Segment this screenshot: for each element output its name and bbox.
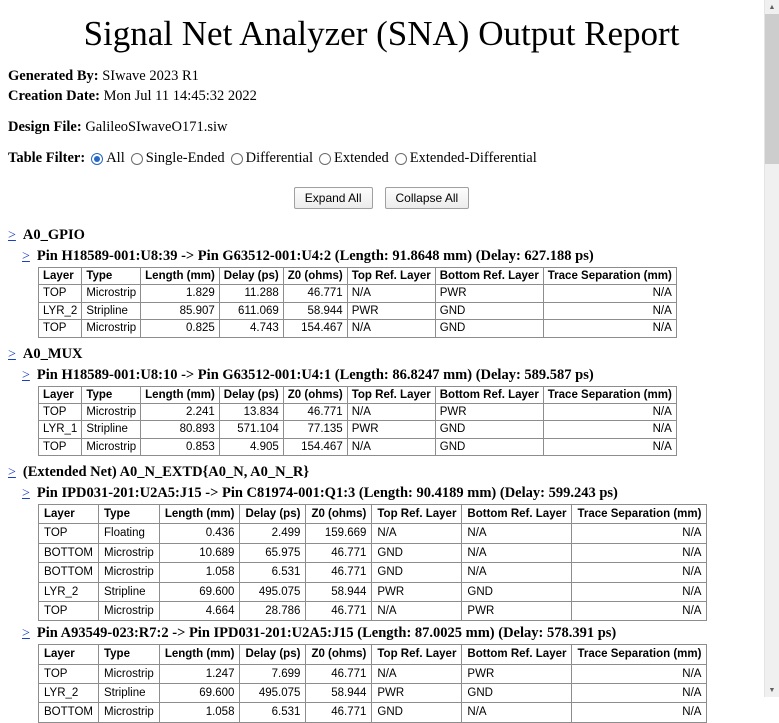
- pin-toggle-icon[interactable]: >: [22, 486, 30, 501]
- cell-z0: 46.771: [283, 285, 347, 302]
- cell-layer: LYR_1: [39, 421, 82, 438]
- cell-delay: 7.699: [240, 664, 306, 683]
- net-toggle-icon[interactable]: >: [8, 228, 16, 243]
- cell-length: 1.058: [159, 703, 240, 722]
- cell-z0: 58.944: [283, 302, 347, 319]
- cell-length: 69.600: [159, 582, 240, 601]
- table-row: [39, 684, 707, 703]
- pin-toggle-icon[interactable]: >: [22, 626, 30, 642]
- cell-bottom-ref: PWR: [462, 664, 572, 683]
- col-delay: Delay (ps): [219, 386, 283, 403]
- cell-trace-sep: N/A: [572, 703, 707, 722]
- cell-layer: TOP: [39, 601, 99, 620]
- cell-type: Microstrip: [98, 543, 159, 562]
- radio-differential-icon[interactable]: [231, 153, 243, 165]
- col-bottom-ref: Bottom Ref. Layer: [462, 505, 572, 524]
- design-file-value: GalileoSIwaveO171.siw: [85, 119, 228, 135]
- col-trace-sep: Trace Separation (mm): [572, 645, 707, 664]
- trace-table: [38, 504, 707, 621]
- cell-bottom-ref: N/A: [462, 524, 572, 543]
- cell-top-ref: N/A: [372, 664, 462, 683]
- cell-z0: 46.771: [306, 703, 372, 722]
- radio-extended-icon[interactable]: [319, 153, 331, 165]
- col-length: Length (mm): [159, 505, 240, 524]
- cell-top-ref: N/A: [347, 403, 435, 420]
- cell-z0: 58.944: [306, 684, 372, 703]
- pin-title: Pin H18589-001:U8:10 -> Pin G63512-001:U4:1 (Length: 86.8247 mm) (Delay: 589.587 ps): [36, 366, 594, 383]
- cell-top-ref: PWR: [372, 684, 462, 703]
- net-toggle-icon[interactable]: >: [8, 465, 16, 480]
- col-z0: Z0 (ohms): [283, 386, 347, 403]
- cell-trace-sep: N/A: [572, 664, 707, 683]
- table-header-row: [39, 386, 677, 403]
- cell-trace-sep: N/A: [543, 421, 676, 438]
- cell-top-ref: GND: [372, 703, 462, 722]
- cell-bottom-ref: GND: [435, 438, 543, 455]
- cell-length: 2.241: [141, 403, 220, 420]
- table-header-row: [39, 268, 677, 285]
- cell-length: 1.247: [159, 664, 240, 683]
- pin-title: Pin H18589-001:U8:39 -> Pin G63512-001:U4:2 (Length: 91.8648 mm) (Delay: 627.188 ps): [36, 248, 594, 264]
- cell-type: Microstrip: [82, 438, 141, 455]
- cell-bottom-ref: PWR: [435, 285, 543, 302]
- cell-z0: 46.771: [306, 543, 372, 562]
- col-length: Length (mm): [159, 645, 240, 664]
- col-layer: Layer: [39, 505, 99, 524]
- pin-toggle-icon[interactable]: >: [22, 249, 30, 264]
- design-file-row: [8, 119, 755, 136]
- cell-top-ref: PWR: [372, 582, 462, 601]
- cell-trace-sep: N/A: [543, 285, 676, 302]
- cell-delay: 6.531: [240, 703, 306, 722]
- pin-header[interactable]: [22, 485, 755, 502]
- col-z0: Z0 (ohms): [283, 268, 347, 285]
- col-type: Type: [82, 268, 141, 285]
- cell-length: 80.893: [141, 421, 220, 438]
- table-row: [39, 703, 707, 722]
- pin-header[interactable]: [22, 625, 755, 642]
- scrollbar-thumb[interactable]: [765, 14, 779, 164]
- radio-extended-differential-icon[interactable]: [395, 153, 407, 165]
- net-group: [8, 464, 755, 723]
- cell-length: 69.600: [159, 684, 240, 703]
- cell-type: Microstrip: [98, 664, 159, 683]
- table-row: [39, 421, 677, 438]
- cell-delay: 495.075: [240, 684, 306, 703]
- creation-date-row: [8, 88, 755, 105]
- expand-all-button[interactable]: Expand All: [294, 187, 373, 209]
- net-toggle-icon[interactable]: >: [8, 346, 16, 362]
- col-trace-sep: Trace Separation (mm): [572, 505, 707, 524]
- col-top-ref: Top Ref. Layer: [372, 645, 462, 664]
- radio-all-icon[interactable]: [91, 153, 103, 165]
- cell-layer: TOP: [39, 285, 82, 302]
- table-filter-row: [8, 150, 755, 167]
- cell-layer: BOTTOM: [39, 703, 99, 722]
- radio-single-ended-icon[interactable]: [131, 153, 143, 165]
- collapse-all-button[interactable]: Collapse All: [385, 187, 470, 209]
- cell-trace-sep: N/A: [543, 438, 676, 455]
- cell-z0: 154.467: [283, 438, 347, 455]
- cell-delay: 65.975: [240, 543, 306, 562]
- col-layer: Layer: [39, 386, 82, 403]
- page-title: Signal Net Analyzer (SNA) Output Report: [83, 14, 680, 53]
- net-tree: [8, 227, 755, 723]
- col-bottom-ref: Bottom Ref. Layer: [435, 268, 543, 285]
- col-layer: Layer: [39, 645, 99, 664]
- pin-title: Pin A93549-023:R7:2 -> Pin IPD031-201:U2A5:J15 (Length: 87.0025 mm) (Delay: 578.391 ps): [36, 625, 617, 642]
- filter-label-extended-differential: Extended-Differential: [409, 150, 537, 166]
- table-row: [39, 524, 707, 543]
- cell-length: 85.907: [141, 302, 220, 319]
- net-name: (Extended Net) A0_N_EXTD{A0_N, A0_N_R}: [22, 464, 310, 480]
- cell-type: Microstrip: [82, 320, 141, 337]
- col-type: Type: [98, 505, 159, 524]
- pin-header[interactable]: [22, 248, 755, 265]
- table-row: [39, 285, 677, 302]
- filter-option-differential[interactable]: [231, 150, 313, 167]
- expand-collapse-toolbar: [8, 187, 755, 209]
- cell-type: Floating: [98, 524, 159, 543]
- cell-z0: 58.944: [306, 582, 372, 601]
- cell-length: 0.436: [159, 524, 240, 543]
- cell-bottom-ref: N/A: [462, 563, 572, 582]
- cell-trace-sep: N/A: [572, 524, 707, 543]
- col-top-ref: Top Ref. Layer: [347, 386, 435, 403]
- cell-top-ref: GND: [372, 563, 462, 582]
- cell-top-ref: N/A: [347, 438, 435, 455]
- cell-bottom-ref: N/A: [462, 703, 572, 722]
- pin-header[interactable]: [22, 367, 755, 384]
- cell-trace-sep: N/A: [543, 320, 676, 337]
- col-top-ref: Top Ref. Layer: [372, 505, 462, 524]
- col-type: Type: [98, 645, 159, 664]
- cell-layer: LYR_2: [39, 302, 82, 319]
- cell-length: 0.825: [141, 320, 220, 337]
- cell-bottom-ref: PWR: [435, 403, 543, 420]
- cell-z0: 46.771: [283, 403, 347, 420]
- table-row: [39, 543, 707, 562]
- cell-layer: BOTTOM: [39, 563, 99, 582]
- cell-z0: 46.771: [306, 601, 372, 620]
- cell-layer: LYR_2: [39, 582, 99, 601]
- cell-type: Microstrip: [82, 285, 141, 302]
- cell-type: Microstrip: [98, 601, 159, 620]
- cell-type: Microstrip: [98, 703, 159, 722]
- col-z0: Z0 (ohms): [306, 505, 372, 524]
- cell-type: Microstrip: [82, 403, 141, 420]
- cell-trace-sep: N/A: [572, 563, 707, 582]
- cell-length: 1.829: [141, 285, 220, 302]
- col-delay: Delay (ps): [240, 505, 306, 524]
- scroll-down-arrow-icon[interactable]: ▼: [765, 683, 779, 697]
- cell-layer: BOTTOM: [39, 543, 99, 562]
- cell-bottom-ref: GND: [435, 320, 543, 337]
- generated-by-row: [8, 68, 755, 85]
- filter-label-all: All: [106, 150, 125, 166]
- table-filter-label: Table Filter:: [8, 150, 86, 166]
- table-row: [39, 664, 707, 683]
- cell-top-ref: N/A: [347, 285, 435, 302]
- cell-top-ref: N/A: [347, 320, 435, 337]
- vertical-scrollbar[interactable]: [764, 0, 779, 697]
- cell-layer: TOP: [39, 438, 82, 455]
- cell-top-ref: PWR: [347, 302, 435, 319]
- filter-label-extended: Extended: [334, 150, 389, 166]
- cell-bottom-ref: N/A: [462, 543, 572, 562]
- cell-length: 0.853: [141, 438, 220, 455]
- cell-type: Stripline: [82, 421, 141, 438]
- net-name: A0_MUX: [22, 345, 83, 362]
- cell-trace-sep: N/A: [572, 601, 707, 620]
- cell-trace-sep: N/A: [572, 543, 707, 562]
- filter-option-extended[interactable]: [319, 150, 389, 167]
- cell-delay: 11.288: [219, 285, 283, 302]
- trace-table: [38, 386, 677, 457]
- table-row: [39, 403, 677, 420]
- net-header[interactable]: [8, 464, 755, 481]
- cell-type: Stripline: [82, 302, 141, 319]
- cell-delay: 2.499: [240, 524, 306, 543]
- col-bottom-ref: Bottom Ref. Layer: [462, 645, 572, 664]
- cell-layer: LYR_2: [39, 684, 99, 703]
- cell-top-ref: N/A: [372, 524, 462, 543]
- trace-table: [38, 644, 707, 723]
- cell-z0: 159.669: [306, 524, 372, 543]
- cell-bottom-ref: GND: [462, 684, 572, 703]
- cell-length: 10.689: [159, 543, 240, 562]
- net-group: [8, 346, 755, 457]
- col-bottom-ref: Bottom Ref. Layer: [435, 386, 543, 403]
- cell-delay: 611.069: [219, 302, 283, 319]
- creation-date-value: Mon Jul 11 14:45:32 2022: [103, 88, 257, 104]
- net-header[interactable]: [8, 227, 755, 244]
- cell-top-ref: PWR: [347, 421, 435, 438]
- col-delay: Delay (ps): [219, 268, 283, 285]
- col-z0: Z0 (ohms): [306, 645, 372, 664]
- cell-length: 4.664: [159, 601, 240, 620]
- table-row: [39, 302, 677, 319]
- trace-table: [38, 267, 677, 338]
- cell-z0: 46.771: [306, 563, 372, 582]
- net-group: [8, 227, 755, 338]
- cell-bottom-ref: PWR: [462, 601, 572, 620]
- cell-type: Microstrip: [98, 563, 159, 582]
- cell-delay: 495.075: [240, 582, 306, 601]
- table-row: [39, 438, 677, 455]
- col-length: Length (mm): [141, 386, 220, 403]
- cell-delay: 571.104: [219, 421, 283, 438]
- col-type: Type: [82, 386, 141, 403]
- cell-delay: 13.834: [219, 403, 283, 420]
- cell-trace-sep: N/A: [572, 684, 707, 703]
- filter-label-single-ended: Single-Ended: [145, 150, 225, 166]
- table-row: [39, 320, 677, 337]
- filter-option-extended-differential[interactable]: [395, 150, 537, 167]
- design-file-label: Design File:: [8, 119, 82, 135]
- table-row: [39, 563, 707, 582]
- cell-delay: 28.786: [240, 601, 306, 620]
- creation-date-label: Creation Date:: [8, 88, 100, 104]
- cell-trace-sep: N/A: [543, 302, 676, 319]
- cell-top-ref: N/A: [372, 601, 462, 620]
- cell-layer: TOP: [39, 320, 82, 337]
- filter-option-all[interactable]: [91, 150, 125, 167]
- cell-layer: TOP: [39, 524, 99, 543]
- cell-trace-sep: N/A: [543, 403, 676, 420]
- cell-top-ref: GND: [372, 543, 462, 562]
- table-header-row: [39, 645, 707, 664]
- table-header-row: [39, 505, 707, 524]
- pin-title: Pin IPD031-201:U2A5:J15 -> Pin C81974-001:Q1:3 (Length: 90.4189 mm) (Delay: 599.243 ps): [36, 485, 618, 501]
- generated-by-value: SIwave 2023 R1: [102, 68, 199, 84]
- cell-trace-sep: N/A: [572, 582, 707, 601]
- generated-by-label: Generated By:: [8, 68, 99, 84]
- cell-bottom-ref: GND: [462, 582, 572, 601]
- filter-option-single-ended[interactable]: [131, 150, 225, 167]
- pin-toggle-icon[interactable]: >: [22, 367, 30, 383]
- cell-delay: 4.905: [219, 438, 283, 455]
- col-trace-sep: Trace Separation (mm): [543, 386, 676, 403]
- table-row: [39, 582, 707, 601]
- cell-delay: 4.743: [219, 320, 283, 337]
- table-row: [39, 601, 707, 620]
- net-name: A0_GPIO: [22, 227, 85, 243]
- col-trace-sep: Trace Separation (mm): [543, 268, 676, 285]
- cell-type: Stripline: [98, 684, 159, 703]
- net-header[interactable]: [8, 346, 755, 363]
- cell-length: 1.058: [159, 563, 240, 582]
- cell-bottom-ref: GND: [435, 302, 543, 319]
- scroll-up-arrow-icon[interactable]: ▲: [765, 0, 779, 14]
- col-layer: Layer: [39, 268, 82, 285]
- cell-z0: 154.467: [283, 320, 347, 337]
- cell-type: Stripline: [98, 582, 159, 601]
- cell-layer: TOP: [39, 403, 82, 420]
- col-delay: Delay (ps): [240, 645, 306, 664]
- cell-z0: 77.135: [283, 421, 347, 438]
- cell-bottom-ref: GND: [435, 421, 543, 438]
- cell-z0: 46.771: [306, 664, 372, 683]
- filter-label-differential: Differential: [245, 150, 314, 166]
- cell-layer: TOP: [39, 664, 99, 683]
- col-top-ref: Top Ref. Layer: [347, 268, 435, 285]
- col-length: Length (mm): [141, 268, 220, 285]
- cell-delay: 6.531: [240, 563, 306, 582]
